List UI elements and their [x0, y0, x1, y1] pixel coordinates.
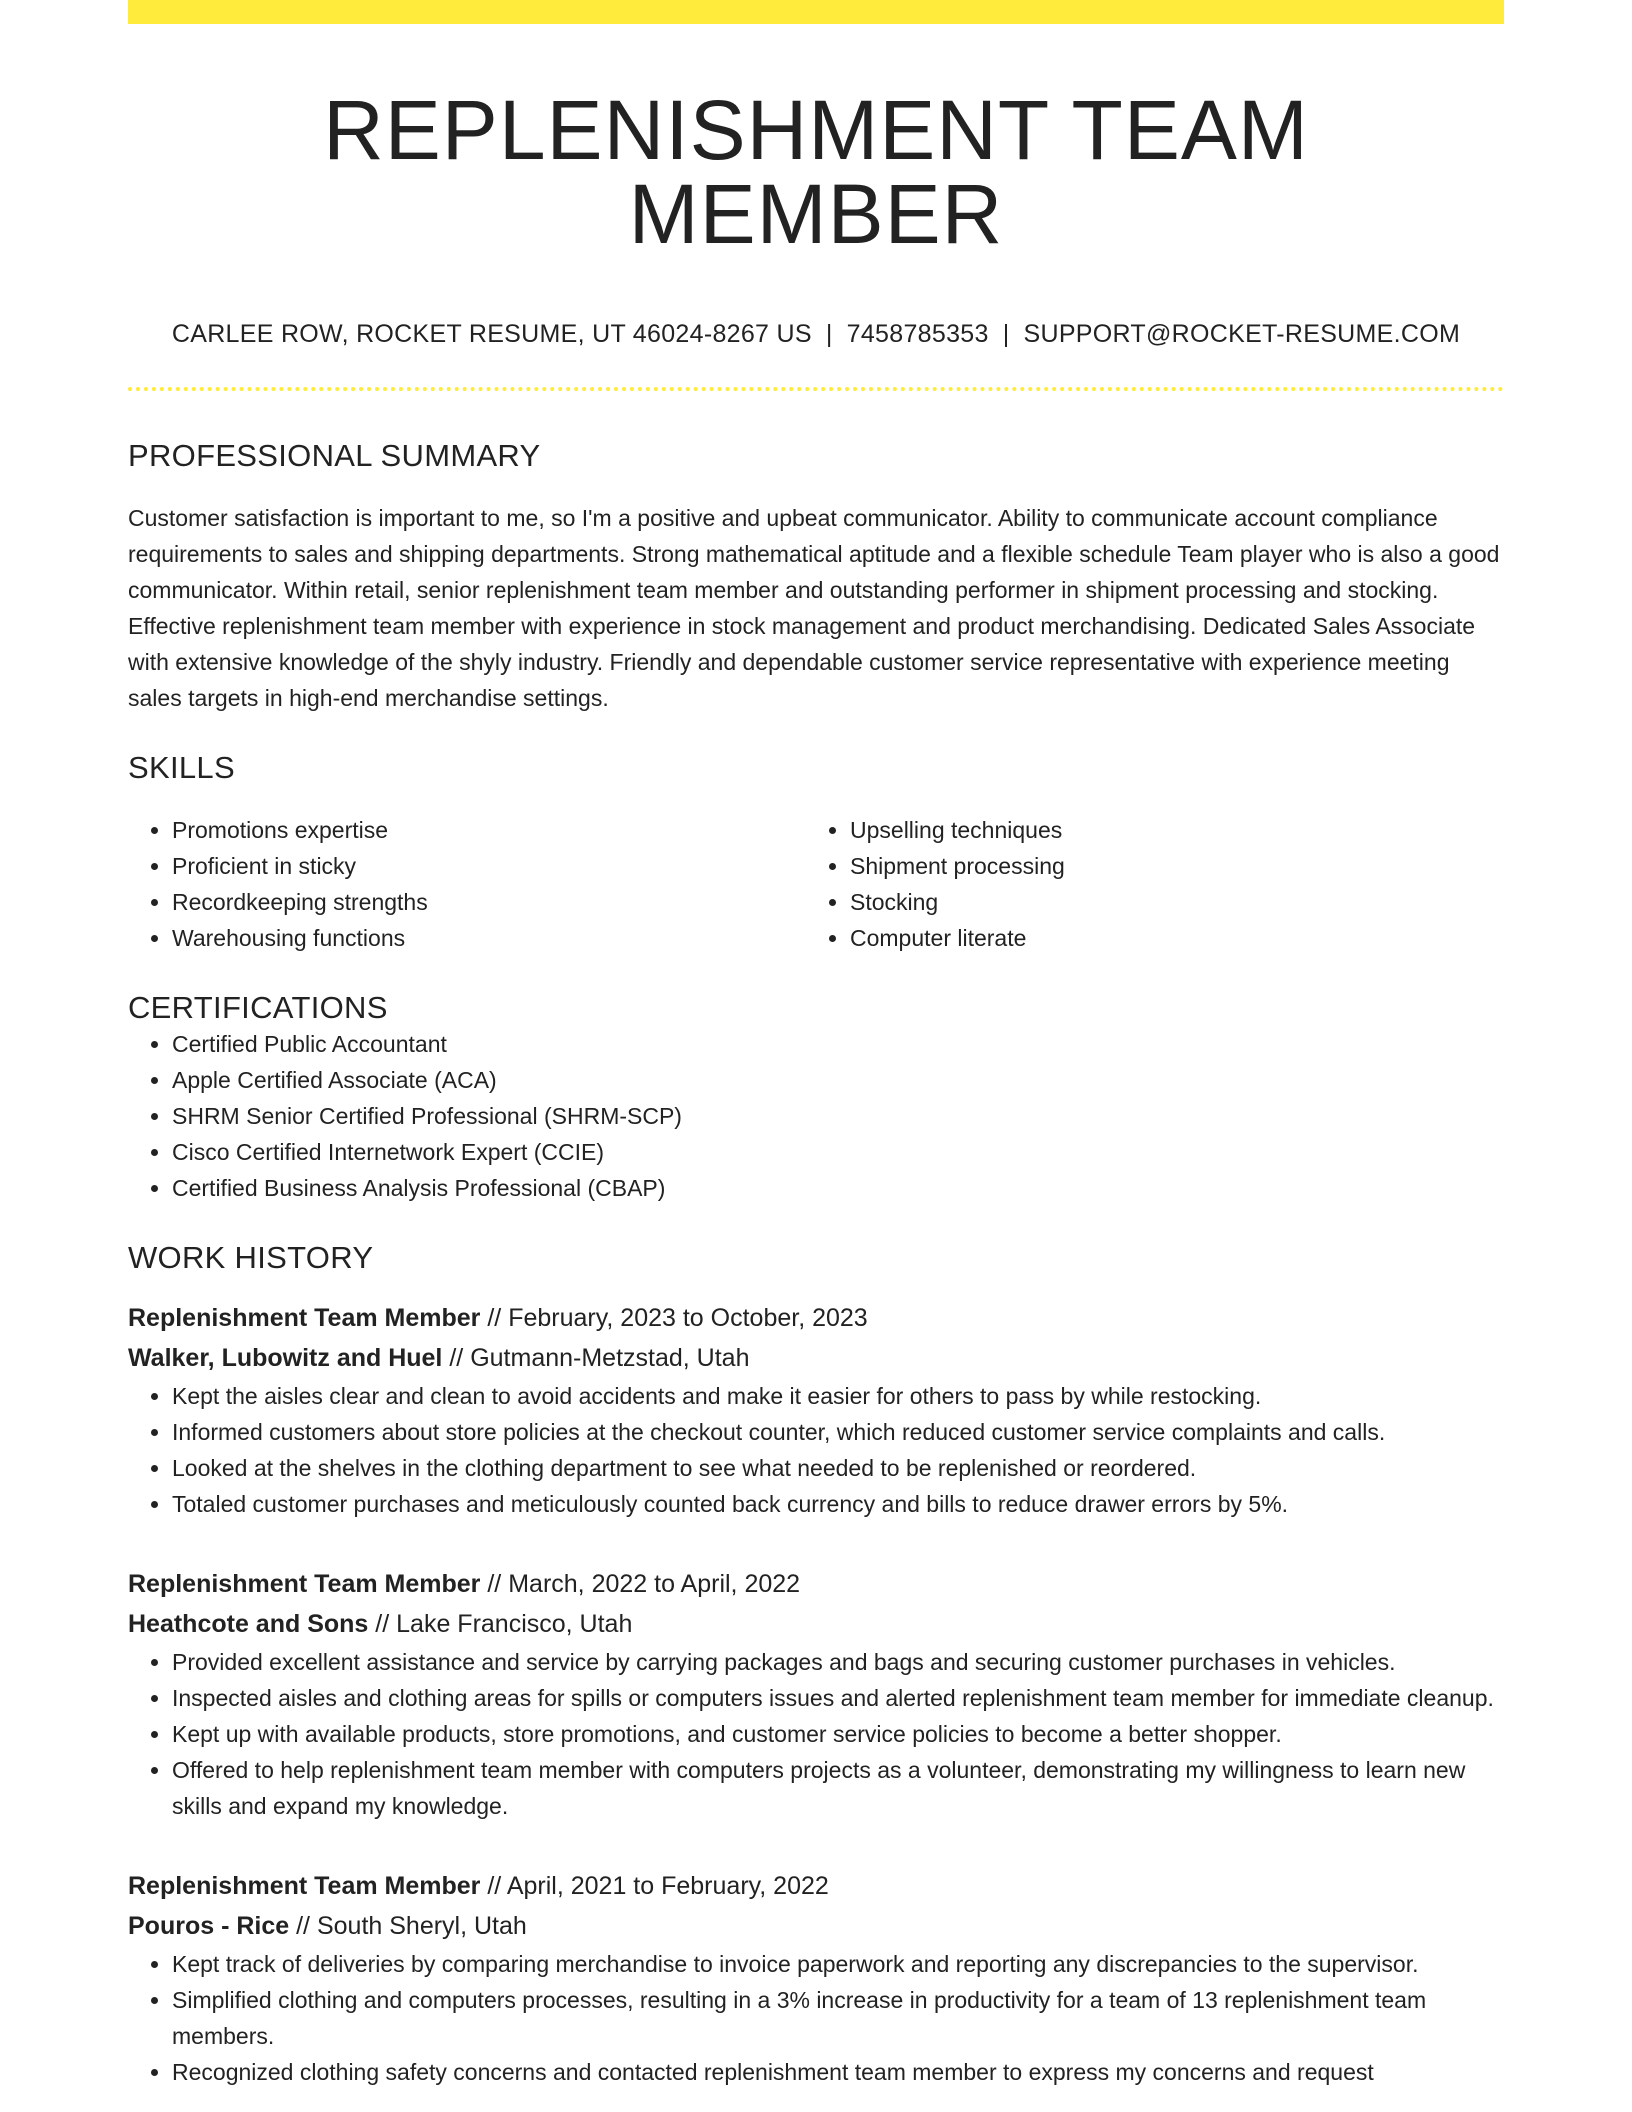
- skill-item: • Recordkeeping strengths: [172, 884, 806, 920]
- contact-email[interactable]: SUPPORT@ROCKET-RESUME.COM: [1023, 320, 1461, 348]
- job-company-line: [128, 1338, 1504, 1378]
- certification-item: • Cisco Certified Internetwork Expert (CCIE): [172, 1134, 1504, 1170]
- job-separator: //: [487, 1872, 502, 1900]
- certification-item: • Certified Business Analysis Professional (CBAP): [172, 1170, 1504, 1206]
- job-entry: [128, 1866, 1504, 2090]
- summary-heading: PROFESSIONAL SUMMARY: [128, 438, 541, 473]
- skill-item: • Upselling techniques: [850, 812, 1484, 848]
- job-location: Lake Francisco, Utah: [396, 1610, 633, 1638]
- job-bullets: [128, 1946, 1504, 2090]
- job-role: Replenishment Team Member: [128, 1872, 481, 1900]
- work-history-heading: WORK HISTORY: [128, 1240, 374, 1275]
- skill-item: • Computer literate: [850, 920, 1484, 956]
- job-bullet: • Kept track of deliveries by comparing merchandise to invoice paperwork and reporting any discrepancies to the supervisor.: [172, 1946, 1504, 1982]
- job-separator: //: [487, 1304, 502, 1332]
- job-separator: //: [375, 1610, 390, 1638]
- job-bullet: • Totaled customer purchases and meticulously counted back currency and bills to reduce drawer errors by 5%.: [172, 1486, 1504, 1522]
- job-separator: //: [449, 1344, 464, 1372]
- job-bullet: • Kept the aisles clear and clean to avoid accidents and make it easier for others to pass by while restocking.: [172, 1378, 1504, 1414]
- skills-grid: [128, 812, 1504, 956]
- certifications-heading: CERTIFICATIONS: [128, 990, 388, 1025]
- job-role-line: [128, 1564, 1504, 1604]
- job-company: Walker, Lubowitz and Huel: [128, 1344, 443, 1372]
- job-role-line: [128, 1866, 1504, 1906]
- job-bullets: [128, 1644, 1504, 1824]
- job-entry: [128, 1298, 1504, 1522]
- job-bullets: [128, 1378, 1504, 1522]
- skill-item: • Warehousing functions: [172, 920, 806, 956]
- certification-item: • Apple Certified Associate (ACA): [172, 1062, 1504, 1098]
- skill-item: • Shipment processing: [850, 848, 1484, 884]
- skill-item: • Proficient in sticky: [172, 848, 806, 884]
- contact-separator: |: [825, 320, 833, 348]
- job-location: Gutmann-Metzstad, Utah: [470, 1344, 750, 1372]
- job-role: Replenishment Team Member: [128, 1304, 481, 1332]
- job-company: Pouros - Rice: [128, 1912, 290, 1940]
- job-location: South Sheryl, Utah: [316, 1912, 527, 1940]
- contact-line: [128, 320, 1504, 349]
- job-company-line: [128, 1604, 1504, 1644]
- job-bullet: • Offered to help replenishment team member with computers projects as a volunteer, demonstrating my willingness to learn new skills and expand my knowledge.: [172, 1752, 1504, 1824]
- certification-item: • SHRM Senior Certified Professional (SHRM-SCP): [172, 1098, 1504, 1134]
- job-bullet: • Inspected aisles and clothing areas for spills or computers issues and alerted replenishment team member for immediate cleanup.: [172, 1680, 1504, 1716]
- job-role-line: [128, 1298, 1504, 1338]
- job-dates: April, 2021 to February, 2022: [506, 1872, 829, 1900]
- accent-top-bar: [128, 0, 1504, 24]
- certification-item: • Certified Public Accountant: [172, 1026, 1504, 1062]
- resume-title: REPLENISHMENT TEAM MEMBER: [323, 83, 1309, 261]
- summary-text: Customer satisfaction is important to me, so I'm a positive and upbeat communicator. Ability to communicate account compliance requirements to sales and shipping departments. Strong mathematical aptitude and a flexible schedule Team player who is also a good communicator. Within retail, senior replenishment team member and outstanding performer in shipment processing and stocking. Effective replenishment team member with experience in stock management and product merchandising. Dedicated Sales Associate with extensive knowledge of the shyly industry. Friendly and dependable customer service representative with experience meeting sales targets in high-end merchandise settings.: [128, 505, 1500, 711]
- job-bullet: • Looked at the shelves in the clothing department to see what needed to be replenished or reordered.: [172, 1450, 1504, 1486]
- skills-heading: SKILLS: [128, 750, 235, 785]
- job-bullet: • Provided excellent assistance and service by carrying packages and bags and securing customer purchases in vehicles.: [172, 1644, 1504, 1680]
- job-entry: [128, 1564, 1504, 1824]
- skills-list-right: [806, 812, 1484, 956]
- dotted-divider: [128, 387, 1504, 391]
- job-company-line: [128, 1906, 1504, 1946]
- resume-page: [128, 0, 1504, 2090]
- job-company: Heathcote and Sons: [128, 1610, 369, 1638]
- contact-phone: 7458785353: [846, 320, 989, 348]
- contact-separator: |: [1002, 320, 1010, 348]
- job-bullet: • Recognized clothing safety concerns and contacted replenishment team member to express my concerns and request: [172, 2054, 1504, 2090]
- certifications-list: [128, 1026, 1504, 1206]
- job-separator: //: [487, 1570, 502, 1598]
- job-bullet: • Informed customers about store policies at the checkout counter, which reduced customer service complaints and calls.: [172, 1414, 1504, 1450]
- skills-column-left: [128, 812, 806, 956]
- job-dates: March, 2022 to April, 2022: [508, 1570, 801, 1598]
- job-dates: February, 2023 to October, 2023: [508, 1304, 868, 1332]
- job-bullet: • Simplified clothing and computers processes, resulting in a 3% increase in productivity for a team of 13 replenishment team members.: [172, 1982, 1504, 2054]
- skill-item: • Stocking: [850, 884, 1484, 920]
- job-role: Replenishment Team Member: [128, 1570, 481, 1598]
- contact-address: CARLEE ROW, ROCKET RESUME, UT 46024-8267 US: [171, 320, 812, 348]
- job-separator: //: [296, 1912, 311, 1940]
- skills-column-right: [806, 812, 1484, 956]
- skill-item: • Promotions expertise: [172, 812, 806, 848]
- job-bullet: • Kept up with available products, store promotions, and customer service policies to become a better shopper.: [172, 1716, 1504, 1752]
- skills-list-left: [128, 812, 806, 956]
